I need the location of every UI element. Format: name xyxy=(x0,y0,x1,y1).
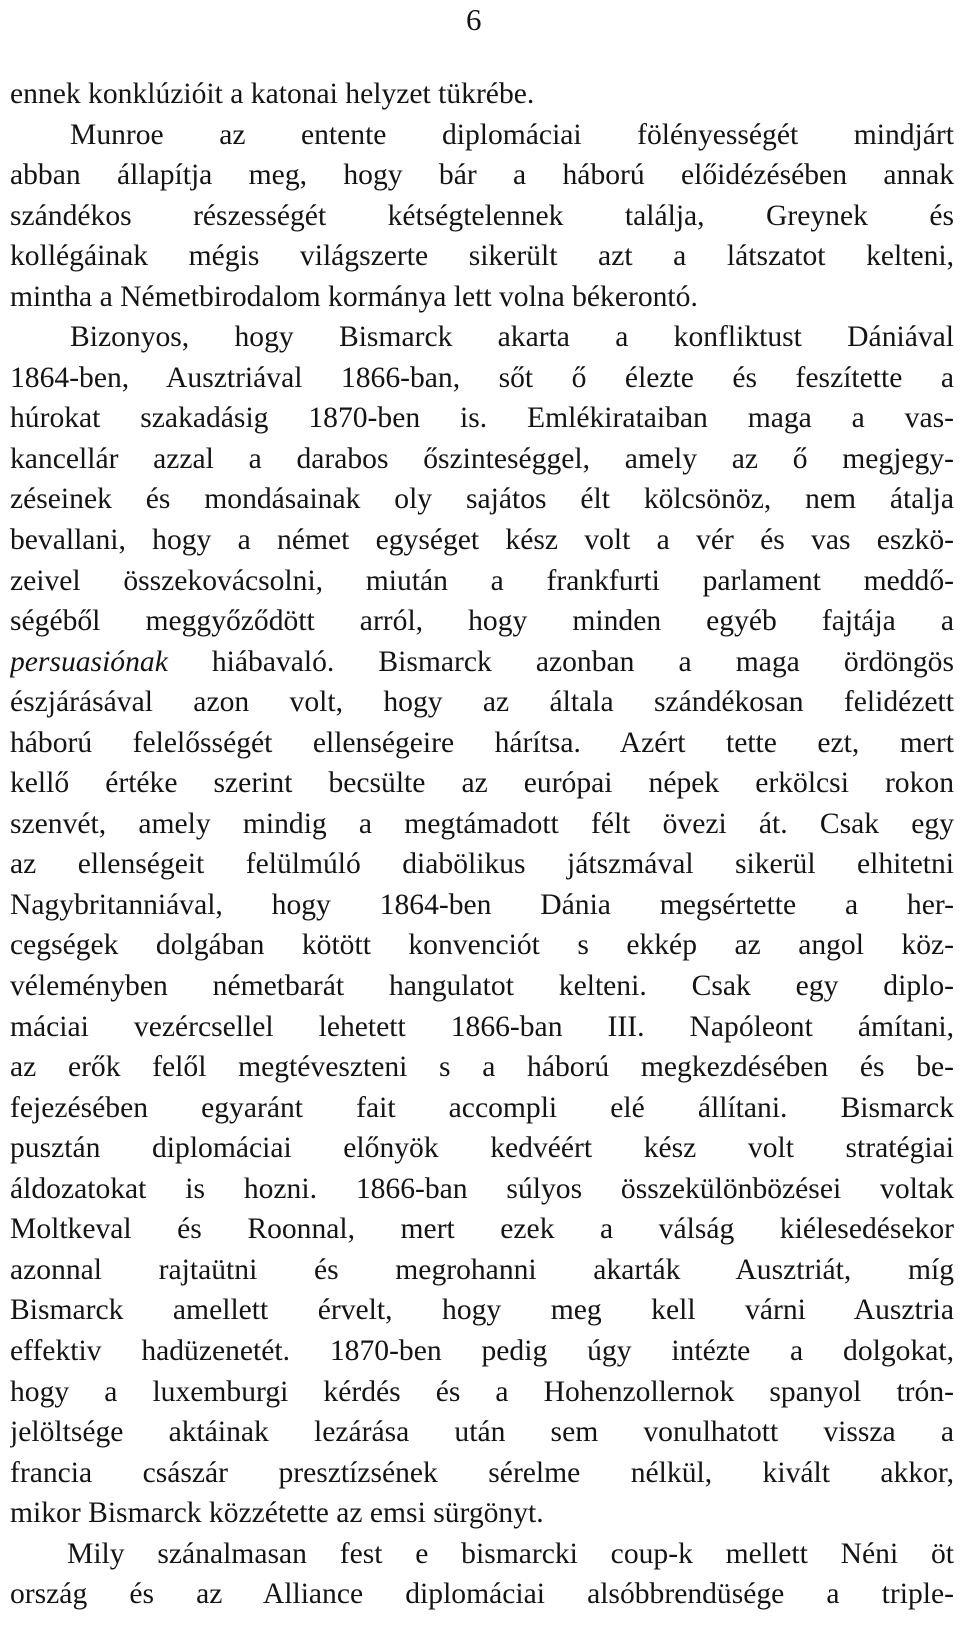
text-line: mintha a Németbirodalom kormánya lett volna békerontó. xyxy=(10,280,698,313)
paragraph-first-line: Bizonyos, hogy Bismarck akarta a konfliktust Dániával xyxy=(70,321,954,354)
text-line: fejezésében egyaránt fait accompli elé állítani. Bismarck xyxy=(10,1091,954,1124)
text-line: háború felelősségét ellenségeire hárítsa. Azért tette ezt, mert xyxy=(10,726,954,759)
text-line: kollégáinak mégis világszerte sikerült azt a látszatot kelteni, xyxy=(10,240,954,273)
text-line: véleményben németbarát hangulatot kelteni. Csak egy diplo- xyxy=(10,970,954,1003)
text-line: francia császár presztízsének sérelme nélkül, kivált akkor, xyxy=(10,1456,954,1489)
text-line: pusztán diplomáciai előnyök kedvéért kész volt stratégiai xyxy=(10,1132,954,1165)
text-line: mikor Bismarck közzétette az emsi sürgönyt. xyxy=(10,1497,544,1530)
text-line: ország és az Alliance diplomáciai alsóbbrendüsége a triple- xyxy=(10,1578,954,1611)
text-line: az erők felől megtéveszteni s a háború megkezdésében és be- xyxy=(10,1051,954,1084)
text-line: jelöltsége aktáinak lezárása után sem vonulhatott vissza a xyxy=(10,1416,954,1449)
text-line: ségéből meggyőződött arról, hogy minden egyéb fajtája a xyxy=(10,605,954,638)
text-line: szándékos részességét kétségtelennek találja, Greynek és xyxy=(10,199,954,232)
italic-word: persuasiónak xyxy=(10,645,168,678)
text-line-rest: hiábavaló. Bismarck azonban a maga ördöngös xyxy=(167,645,954,678)
text-line: zeivel összekovácsolni, miután a frankfurti parlament meddő- xyxy=(10,564,954,597)
text-line: Nagybritanniával, hogy 1864-ben Dánia megsértette a her- xyxy=(10,888,954,921)
text-line: Bismarck amellett érvelt, hogy meg kell várni Ausztria xyxy=(10,1294,954,1327)
paragraph-first-line: Munroe az entente diplomáciai fölényességét mindjárt xyxy=(70,118,954,151)
text-line: zéseinek és mondásainak oly sajátos élt kölcsönöz, nem átalja xyxy=(10,483,954,516)
paragraph-first-line: Mily szánalmasan fest e bismarcki coup-k mellett Néni öt xyxy=(67,1537,954,1570)
text-line: Moltkeval és Roonnal, mert ezek a válság kiélesedésekor xyxy=(10,1213,954,1246)
text-line: áldozatokat is hozni. 1866-ban súlyos összekülönbözései voltak xyxy=(10,1172,954,1205)
text-line: 1864-ben, Ausztriával 1866-ban, sőt ő élezte és feszítette a xyxy=(10,361,954,394)
text-line: kancellár azzal a darabos őszinteséggel, amely az ő megjegy- xyxy=(10,442,954,475)
text-line: effektiv hadüzenetét. 1870-ben pedig úgy intézte a dolgokat, xyxy=(10,1334,954,1367)
text-line: bevallani, hogy a német egységet kész volt a vér és vas eszkö- xyxy=(10,524,954,557)
text-line: ennek konklúzióit a katonai helyzet tükrébe. xyxy=(10,78,535,110)
text-line: cegségek dolgában kötött konvenciót s ekkép az angol köz- xyxy=(10,929,954,962)
text-line: máciai vezércsellel lehetett 1866-ban III. Napóleont ámítani, xyxy=(10,1010,954,1043)
text-line: azonnal rajtaütni és megrohanni akarták Ausztriát, míg xyxy=(10,1253,954,1286)
text-line: szenvét, amely mindig a megtámadott félt övezi át. Csak egy xyxy=(10,807,954,840)
text-line: húrokat szakadásig 1870-ben is. Emlékirataiban maga a vas- xyxy=(10,402,954,435)
text-line: hogy a luxemburgi kérdés és a Hohenzollernok spanyol trón- xyxy=(10,1375,954,1408)
text-line: abban állapítja meg, hogy bár a háború előidézésében annak xyxy=(10,159,954,192)
text-line: kellő értéke szerint becsülte az európai népek erkölcsi rokon xyxy=(10,767,954,800)
text-line: az ellenségeit felülmúló diabölikus játszmával sikerül elhitetni xyxy=(10,848,954,881)
page-number: 6 xyxy=(466,2,482,37)
text-line: észjárásával azon volt, hogy az általa szándékosan felidézett xyxy=(10,686,954,719)
text-line-with-italic xyxy=(10,642,954,683)
body-text xyxy=(10,74,954,1615)
